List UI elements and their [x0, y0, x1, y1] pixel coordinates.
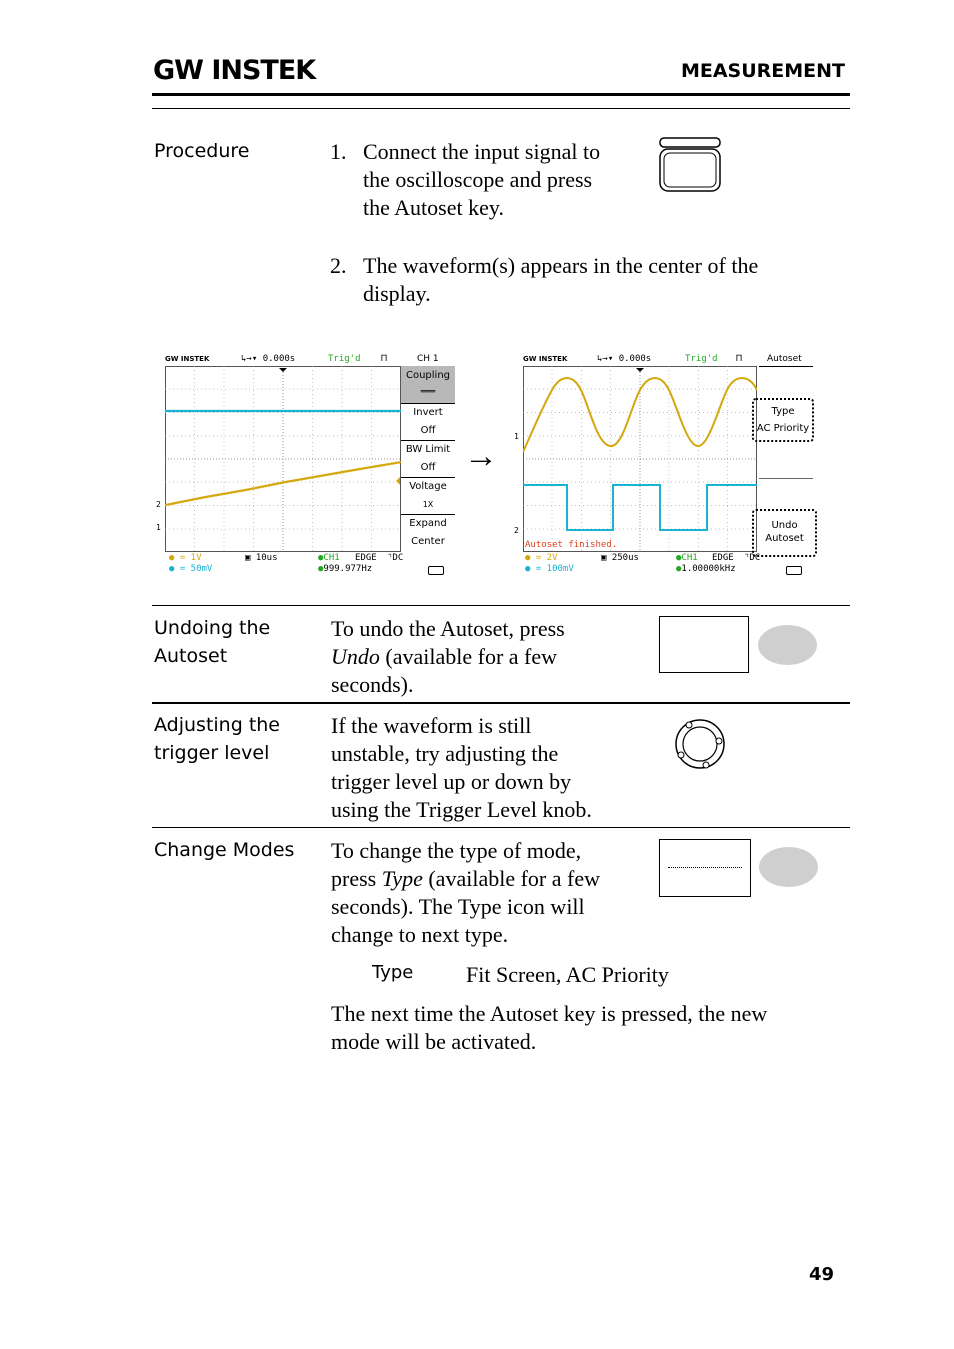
step1-text: Connect the input signal to the oscilloscope and press the Autoset key. — [363, 139, 601, 220]
side-menu-before — [401, 366, 455, 552]
next-time-text: The next time the Autoset key is pressed, the new mode will be activated. — [331, 1001, 768, 1054]
trig-status: Trig'd — [685, 354, 718, 364]
header-rule-thin — [152, 108, 850, 109]
undo-softkey-label: Undo — [771, 520, 798, 531]
menu-bw-limit[interactable]: BW Limit — [405, 444, 451, 455]
screen-timebase: ↳→▾ 0.000s — [597, 354, 652, 364]
usb-icon — [786, 566, 802, 575]
trig-icon: ⊓ — [736, 353, 743, 364]
modes-label: Change Modes — [154, 839, 295, 861]
section-rule — [152, 702, 850, 704]
menu-softkey-box-icon — [659, 616, 749, 673]
scope-screen-after — [513, 352, 818, 577]
trigger-level-knob-icon — [673, 717, 727, 776]
menu-expand-value: Center — [411, 536, 445, 547]
trig-source: ●CH1 — [676, 553, 698, 563]
screen-timebase: ↳→▾ 0.000s — [241, 354, 296, 364]
trigger-label: Adjusting the trigger level — [154, 714, 280, 764]
header-rule-thick — [152, 93, 850, 96]
trig-status: Trig'd — [328, 354, 361, 364]
timebase-icon: ↳→▾ — [597, 354, 619, 364]
step2-text: The waveform(s) appears in the center of the display. — [363, 253, 759, 306]
trig-coupling: ⌝DC — [387, 553, 404, 563]
time-div: ▣ 250us — [601, 553, 639, 563]
menu-divider — [401, 514, 455, 515]
ch1-scale: ● = 1V — [169, 553, 202, 563]
frequency: ●1.00000kHz — [676, 564, 736, 574]
menu-divider — [401, 440, 455, 441]
screen-brand: GW INSTEK — [165, 355, 210, 363]
type-values: Fit Screen, AC Priority — [466, 962, 669, 987]
gw-instek-logo — [153, 55, 323, 83]
ch2-scale: ● = 50mV — [169, 564, 213, 574]
trigger-text: If the waveform is still unstable, try adjusting the trigger level up or down by using the Trigger Level knob. — [331, 713, 592, 822]
trig-coupling: ⌝DC — [744, 553, 761, 563]
menu-divider — [759, 478, 813, 479]
menu-coupling-value: ═══ — [420, 387, 436, 396]
type-key: Type — [372, 962, 414, 983]
trig-icon: ⊓ — [381, 353, 388, 364]
softkey-button-icon — [759, 847, 818, 887]
menu-invert[interactable]: Invert — [413, 407, 443, 418]
brand-logo — [153, 55, 323, 88]
modes-text: To change the type of mode, press Type (available for a few seconds). The Type icon will change to next type. — [331, 838, 600, 947]
menu-divider — [401, 477, 455, 478]
menu-expand[interactable]: Expand — [409, 518, 447, 529]
trig-source: ●CH1 — [318, 553, 340, 563]
undo-label: Undoing the Autoset — [154, 617, 271, 667]
timebase-icon: ↳→▾ — [241, 354, 263, 364]
menu-bw-limit-value: Off — [420, 462, 436, 473]
menu-voltage-value: 1X — [422, 500, 434, 509]
type-softkey-box-icon — [659, 839, 751, 897]
menu-title: CH 1 — [417, 354, 439, 364]
scope-screen-before — [155, 352, 457, 577]
menu-invert-value: Off — [420, 425, 436, 436]
section-rule — [152, 605, 850, 606]
procedure-label: Procedure — [154, 140, 250, 162]
frequency: ●999.977Hz — [318, 564, 373, 574]
menu-divider — [401, 403, 455, 404]
ch2-marker: 2 — [514, 526, 519, 535]
menu-title: Autoset — [767, 354, 802, 364]
menu-voltage[interactable]: Voltage — [409, 481, 447, 492]
undo-text: To undo the Autoset, press Undo (available for a few seconds). — [331, 616, 565, 697]
ch2-marker: 2 — [156, 500, 161, 509]
time-div: ▣ 10us — [245, 553, 278, 563]
page-number: 49 — [808, 1264, 834, 1285]
autoset-key-icon — [659, 137, 721, 198]
screen-brand: GW INSTEK — [523, 355, 568, 363]
usb-icon — [428, 566, 444, 575]
menu-title-underline — [759, 366, 813, 367]
autoset-status: Autoset finished. — [525, 540, 618, 550]
waveform-grid-after — [523, 366, 757, 552]
svg-text:GW INSTEK: GW INSTEK — [153, 55, 316, 83]
menu-coupling[interactable]: Coupling — [405, 370, 451, 381]
type-softkey-label: Type — [771, 406, 795, 417]
ch2-scale: ● = 100mV — [525, 564, 574, 574]
ch1-marker: 1 — [156, 523, 161, 532]
section-title: MEASUREMENT — [680, 60, 845, 82]
section-rule — [152, 827, 850, 828]
type-softkey-highlight[interactable] — [752, 398, 814, 442]
arrow-icon: → — [464, 438, 498, 475]
ch1-scale: ● = 2V — [525, 553, 558, 563]
waveform-grid-before — [165, 366, 401, 552]
step2-number: 2. — [330, 253, 347, 278]
softkey-button-icon — [758, 625, 817, 665]
trig-type: EDGE — [712, 553, 734, 563]
ch1-marker: 1 — [514, 432, 519, 441]
undo-softkey-value: Autoset — [765, 533, 804, 544]
type-softkey-value: AC Priority — [756, 423, 810, 434]
step1-number: 1. — [330, 139, 347, 164]
trig-type: EDGE — [355, 553, 377, 563]
